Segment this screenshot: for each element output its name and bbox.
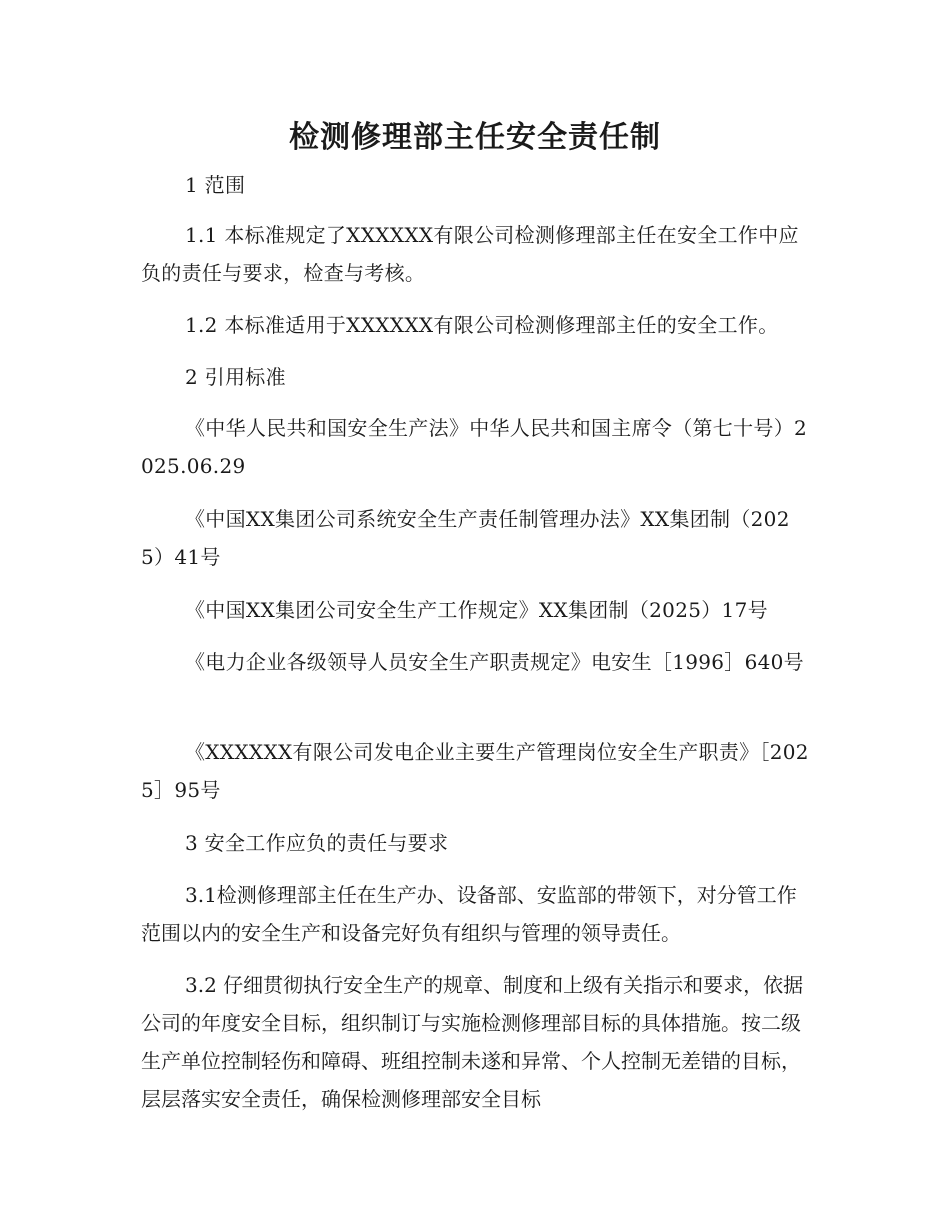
- section-heading-references: 2 引用标准: [185, 365, 286, 389]
- section-heading-responsibilities: 3 安全工作应负的责任与要求: [185, 831, 449, 855]
- paragraph-3-1: 3.1检测修理部主任在生产办、设备部、安监部的带领下，对分管工作范围以内的安全生产和设备完好负有组织与管理的领导责任。: [141, 883, 797, 945]
- paragraph-1-2: 1.2 本标准适用于XXXXXX有限公司检测修理部主任的安全工作。: [185, 313, 779, 337]
- reference-item: 《中国XX集团公司安全生产工作规定》XX集团制（2025）17号: [185, 598, 768, 622]
- document-title: 检测修理部主任安全责任制: [289, 120, 661, 155]
- reference-item: 《电力企业各级领导人员安全生产职责规定》电安生［1996］640号: [185, 650, 804, 674]
- reference-item: 《中国XX集团公司系统安全生产责任制管理办法》XX集团制（2025）41号: [141, 507, 790, 569]
- reference-item: 《XXXXXX有限公司发电企业主要生产管理岗位安全生产职责》［2025］95号: [141, 740, 809, 802]
- paragraph-1-1: 1.1 本标准规定了XXXXXX有限公司检测修理部主任在安全工作中应负的责任与要求，检查与考核。: [141, 223, 799, 285]
- paragraph-3-2: 3.2 仔细贯彻执行安全生产的规章、制度和上级有关指示和要求，依据公司的年度安全目标，组织制订与实施检测修理部目标的具体措施。按二级生产单位控制轻伤和障碍、班组控制未遂和异常、个人控制无差错的目标，层层落实安全责任，确保检测修理部安全目标: [141, 973, 804, 1111]
- reference-item: 《中华人民共和国安全生产法》中华人民共和国主席令（第七十号）2025.06.29: [141, 416, 808, 478]
- section-heading-scope: 1 范围: [185, 173, 246, 197]
